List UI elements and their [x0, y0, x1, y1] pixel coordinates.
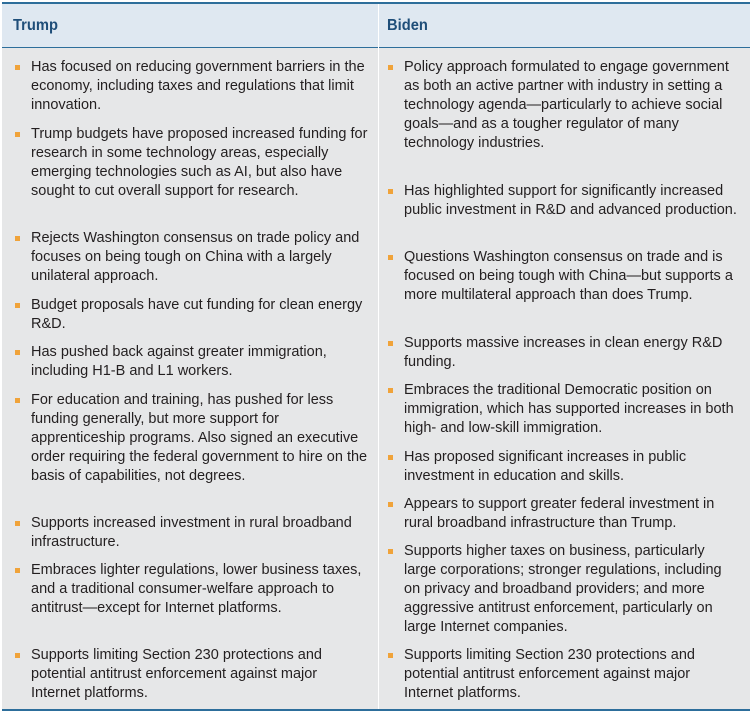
bullet-icon — [15, 303, 20, 308]
table-header — [2, 4, 750, 48]
trump-item-text: Supports limiting Section 230 protections and potential antitrust enforcement against major Internet platforms. — [31, 647, 322, 701]
biden-item — [387, 334, 739, 372]
column-header-biden: Biden — [387, 17, 428, 34]
biden-item-text: Questions Washington consensus on trade and is focused on being tough with China—but supports a more multilateral approach than does Trump. — [404, 249, 733, 303]
biden-item — [387, 646, 739, 703]
trump-item-text: Rejects Washington consensus on trade policy and focuses on being tough on China with a largely unilateral approach. — [31, 230, 360, 284]
trump-item — [14, 58, 368, 115]
trump-item — [14, 514, 368, 552]
trump-item — [14, 229, 368, 286]
trump-item-text: Trump budgets have proposed increased funding for research in some technology areas, especially emerging technologies such as AI, but also have sought to cut overall support for research. — [31, 126, 368, 199]
biden-item-text: Policy approach formulated to engage government as both an active partner with industry in setting a technology agenda—particularly to achieve social goals—and as a tougher regulator of many technology industries. — [404, 59, 729, 151]
bullet-icon — [15, 236, 20, 241]
biden-item-text: Supports higher taxes on business, particularly large corporations; stronger regulations, including on privacy and broadband providers; and more aggressive antitrust enforcement, particularly on large Internet companies. — [404, 543, 722, 635]
trump-item — [14, 343, 368, 381]
bullet-icon — [15, 521, 20, 526]
biden-item — [387, 495, 739, 533]
bullet-icon — [15, 132, 20, 137]
trump-item — [14, 296, 368, 334]
bullet-icon — [388, 341, 393, 346]
bullet-icon — [388, 549, 393, 554]
bullet-icon — [388, 65, 393, 70]
biden-item — [387, 58, 739, 153]
bullet-icon — [388, 653, 393, 658]
trump-item-text: Budget proposals have cut funding for clean energy R&D. — [31, 297, 363, 332]
column-divider — [378, 4, 379, 709]
trump-item-text: Embraces lighter regulations, lower business taxes, and a traditional consumer-welfare approach to antitrust—except for Internet platforms. — [31, 562, 362, 616]
trump-item-text: For education and training, has pushed for less funding generally, but more support for apprenticeship programs. Also signed an executive order requiring the federal government to hire on the basis of capabilities, not degrees. — [31, 392, 368, 484]
biden-item — [387, 248, 739, 305]
bullet-icon — [388, 189, 393, 194]
trump-item-text: Supports increased investment in rural broadband infrastructure. — [31, 515, 352, 550]
bullet-icon — [15, 65, 20, 70]
biden-item — [387, 448, 739, 486]
trump-item-text: Has pushed back against greater immigration, including H1-B and L1 workers. — [31, 344, 327, 379]
bullet-icon — [388, 502, 393, 507]
trump-item-text: Has focused on reducing government barriers in the economy, including taxes and regulations that limit innovation. — [31, 59, 365, 113]
trump-item — [14, 646, 368, 703]
bullet-icon — [388, 455, 393, 460]
trump-item — [14, 391, 368, 486]
bullet-icon — [15, 653, 20, 658]
bullet-icon — [388, 388, 393, 393]
biden-item-text: Appears to support greater federal investment in rural broadband infrastructure than Trump. — [404, 496, 715, 531]
bullet-icon — [388, 255, 393, 260]
column-header-trump: Trump — [13, 17, 58, 34]
bullet-icon — [15, 350, 20, 355]
biden-item-text: Has highlighted support for significantly increased public investment in R&D and advanced production. — [404, 183, 737, 218]
biden-item-text: Embraces the traditional Democratic position on immigration, which has supported increases in both high- and low-skill immigration. — [404, 382, 734, 436]
trump-item — [14, 561, 368, 618]
biden-item — [387, 542, 739, 637]
biden-item — [387, 182, 739, 220]
bullet-icon — [15, 568, 20, 573]
biden-item-text: Has proposed significant increases in public investment in education and skills. — [404, 449, 687, 484]
trump-item — [14, 125, 368, 201]
biden-item-text: Supports limiting Section 230 protections and potential antitrust enforcement against major Internet platforms. — [404, 647, 695, 701]
bullet-icon — [15, 398, 20, 403]
comparison-table — [2, 2, 750, 711]
biden-item-text: Supports massive increases in clean energy R&D funding. — [404, 335, 723, 370]
biden-item — [387, 381, 739, 438]
